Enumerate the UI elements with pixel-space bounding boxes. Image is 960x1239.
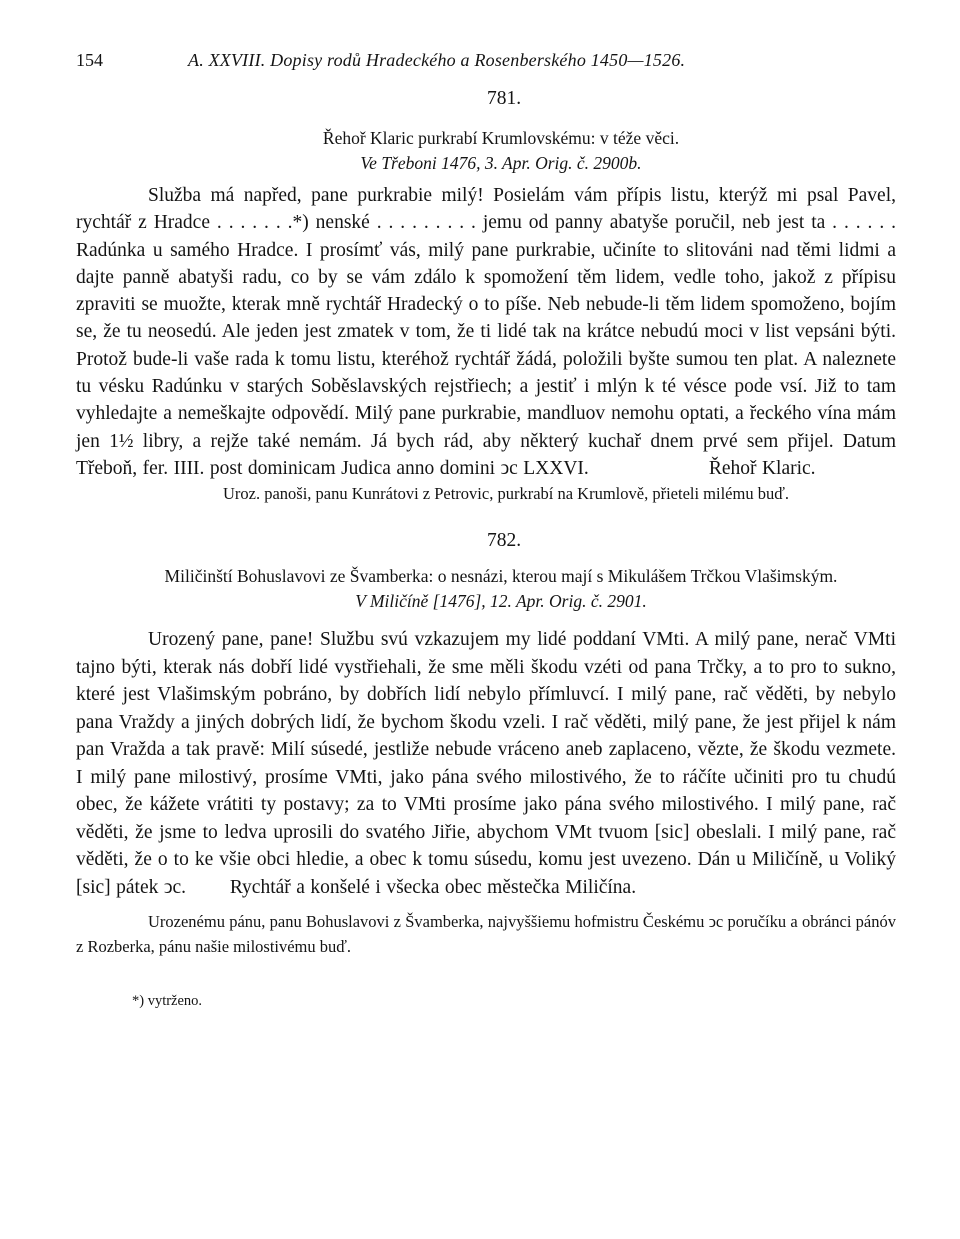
- letter-address: Uroz. panoši, panu Kunrátovi z Petrovic, purkrabí na Krumlově, přieteli milému buď.: [222, 484, 790, 504]
- running-title: A. XXVIII. Dopisy rodů Hradeckého a Rosenberského 1450—1526.: [188, 50, 686, 70]
- letter-text: Služba má napřed, pane purkrabie milý! Posielám vám přípis listu, kterýž mi psal Pavel, rychtář z Hradce . . . . . . .*) nenské . . . . . . . . . jemu od panny abatyše poručil, neb jest ta . . . . . . Radúnka u samého Hradce. I prosímť vás, milý pane purkrabie, učiníte to slitováni nad těmi lidmi a dajte panně abatyši radu, co by se vám zdálo k spomožení těm lidem, vedle toho, jakož z přípisu zpraviti se muožte, kterak mně rychtář Hradecký o to píše. Neb nebude-li těm lidem spomoženo, bojím se, že tu neosedú. Ale jeden jest zmatek v tom, že ti lidé tak na krátce nebudú moci v list vepsáni býti. Protož bude-li vaše rada k tomu listu, kteréhož rychtář žádá, položili byšte sumou ten plat. A naleznete tu vésku Radúnku v starých Soběslavských rejstřiech; a jestiť i mlýn k té vésce pode vsí. Již to tam vyhledajte a nemeškajte odpovědí. Milý pane purkrabie, mandluov nemohu optati, a řeckého vína mám jen 1½ libry, a rejže také nemám. Já bych rád, aby některý kuchař dnem prvé sem přijel. Datum Třeboň, fer. IIII. post dominicam Judica anno domini ↄc LXXVI.: [76, 185, 896, 479]
- page-number: 154: [76, 50, 103, 70]
- letter-781: [76, 88, 896, 504]
- letter-address: Urozenému pánu, panu Bohuslavovi z Švamberka, najvyššiemu hofmistru Českému ↄc poručíku a obránci pánóv z Rozberka, pánu našie milostivému buď.: [76, 912, 896, 957]
- letter-782: [76, 530, 896, 959]
- document-heading: Řehoř Klaric purkrabí Krumlovskému: v téže věci.: [322, 128, 680, 148]
- letter-body: [76, 182, 896, 482]
- document-dating: Ve Třeboni 1476, 3. Apr. Orig. č. 2900b.: [360, 153, 642, 173]
- signature: Řehoř Klaric.: [708, 457, 816, 479]
- document-dating: V Miličíně [1476], 12. Apr. Orig. č. 2901.: [355, 591, 647, 612]
- letter-closing: Rychtář a konšelé i všecka obec městečka Miličína.: [229, 876, 637, 898]
- document-number: 782.: [486, 530, 522, 552]
- running-head: [76, 46, 896, 74]
- document-number: 781.: [486, 88, 522, 109]
- letter-text: Urozený pane, pane! Službu svú vzkazujem my lidé poddaní VMti. A milý pane, nerač VMti tajno býti, kterak nás dobří lidé vystřiehali, že sme měli škodu vzéti od pana Trčky, a to pro to sukno, které jest Vlašimským pobráno, by dobřích lidí nebylo přímluvcí. I milý pane, rač věděti, by nebylo pana Vraždy a jiných dobrých lidí, že bychom škodu vzeli. I rač věděti, milý pane, že jest přijel k nám pan Vražda a tak pravě: Milí súsedé, jestliže nebude vráceno aneb zaplaceno, vězte, že škodu vezmete. I milý pane milostivý, prosíme VMti, jako pána svého milostivého, že to ráčíte učiniti pro tu chudú obec, že kážete vrátiti ty postavy; za to VMti prosíme jako pána svého milostivého. I milý pane, rač věděti, že jsme to ledva uprosili do svatého Jiřie, abychom VMt tvuom [sic] obeslali. I milý pane, rač věděti, že o to ke všie obci hledie, a obec k tomu súsedu, komu jest uvezeno. Dán u Miličíně, u Voliký [sic] pátek ↄc.: [76, 629, 896, 898]
- footnote: *) vytrženo.: [132, 993, 203, 1010]
- letter-body: [76, 626, 896, 901]
- document-heading: Miličinští Bohuslavovi ze Švamberka: o nesnázi, kterou mají s Mikulášem Trčkou Vlašimským.: [164, 566, 838, 587]
